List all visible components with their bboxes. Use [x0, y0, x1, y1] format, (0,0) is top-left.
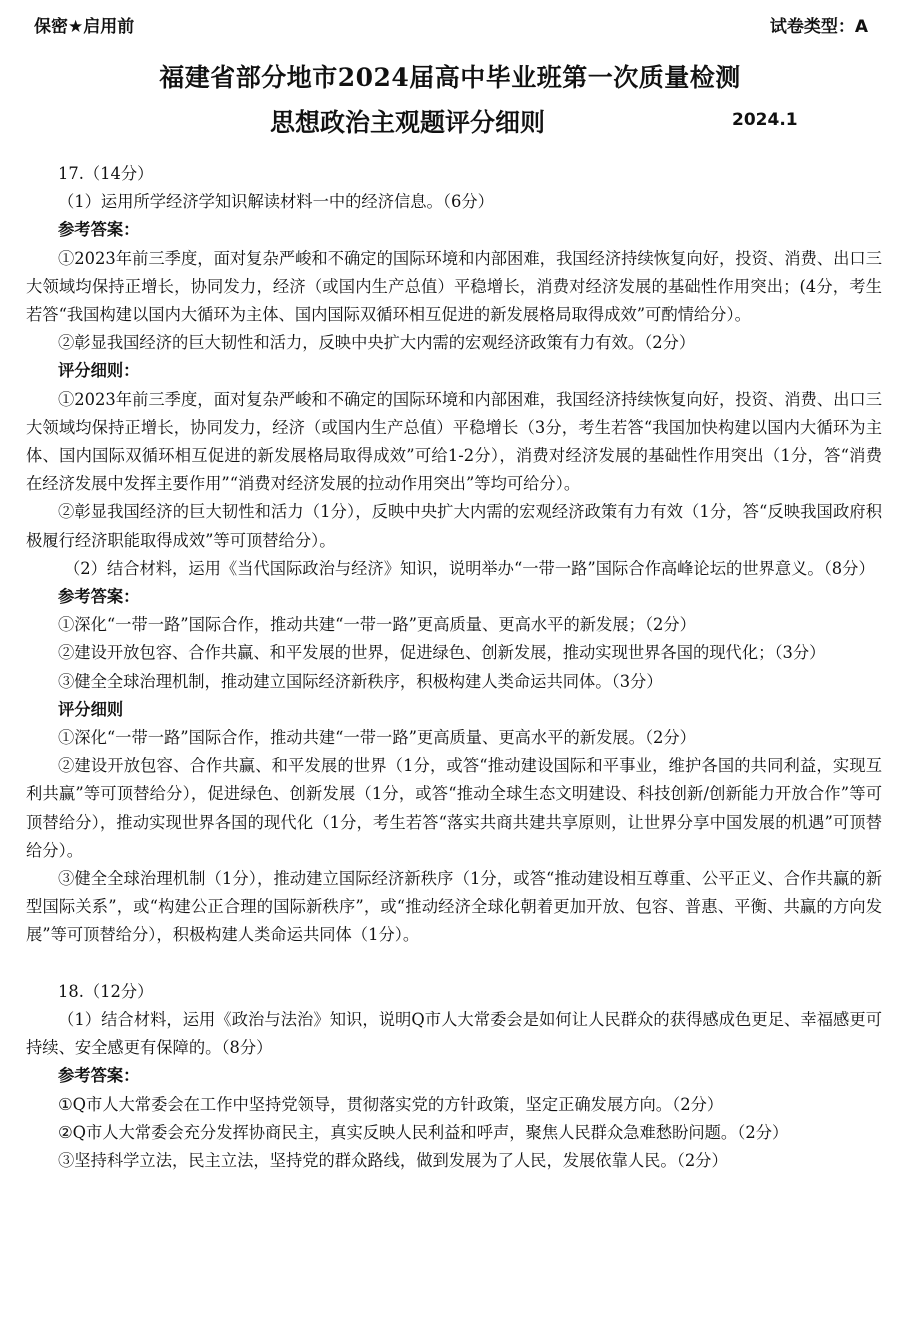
q17-part2-rule-1: ①深化“一带一路”国际合作，推动共建“一带一路”更高质量、更高水平的新发展。（2分）	[58, 728, 696, 748]
document-title: 福建省部分地市2024届高中毕业班第一次质量检测	[159, 63, 741, 92]
q18-ref-label: 参考答案：	[58, 1066, 140, 1086]
q17-part2-rule-label: 评分细则	[58, 699, 124, 719]
q17-part1-rule-label: 评分细则：	[58, 361, 140, 381]
q17-part1-answer-1: ①2023年前三季度，面对复杂严峻和不确定的国际环境和内部困难，我国经济持续恢复向好，投资、消费、出口三大领域均保持正增长，协同发力，经济（或国内生产总值）平稳增长，消费对经济发展的基础性作用突出；(4分，考生若答“我国构建以国内大循环为主体、国内国际双循环相互促进的新发展格局取得成效”可酌情给分）。	[26, 248, 882, 325]
confidential-label: 保密★启用前	[34, 17, 135, 37]
document-date: 2024.1	[732, 110, 798, 130]
q17-part2-ref-label: 参考答案：	[58, 587, 140, 607]
paper-type-label: 试卷类型：A	[769, 17, 868, 37]
q18-answer-3: ③坚持科学立法，民主立法，坚持党的群众路线，做到发展为了人民，发展依靠人民。（2分）	[58, 1150, 728, 1170]
document-subtitle: 思想政治主观题评分细则	[270, 108, 546, 137]
section-gap	[26, 950, 882, 978]
document-body	[26, 160, 882, 1175]
q17-part1-ref-label: 参考答案：	[58, 220, 140, 240]
q17-part1-question: （1）运用所学经济学知识解读材料一中的经济信息。（6分）	[58, 192, 494, 212]
q17-part2-question: （2）结合材料，运用《当代国际政治与经济》知识，说明举办“一带一路”国际合作高峰论坛的世界意义。（8分）	[64, 558, 875, 578]
q17-part1-rule-1: ①2023年前三季度，面对复杂严峻和不确定的国际环境和内部困难，我国经济持续恢复向好，投资、消费、出口三大领域均保持正增长，协同发力，经济（或国内生产总值）平稳增长（3分，考生若答“我国加快构建以国内大循环为主体、国内国际双循环相互促进的新发展格局取得成效”可给1-2分），消费对经济发展的基础性作用突出（1分，答“消费在经济发展中发挥主要作用”“消费对经济发展的拉动作用突出”等均可给分）。	[26, 389, 882, 494]
q18-heading: 18.（12分）	[58, 981, 154, 1001]
q17-part2-rule-2: ②建设开放包容、合作共赢、和平发展的世界（1分，或答“推动建设国际和平事业，维护各国的共同利益，实现互利共赢”等可顶替给分），促进绿色、创新发展（1分，或答“推动全球生态文明建设、科技创新/创新能力开放合作”等可顶替给分），推动实现世界各国的现代化（1分，考生若答“落实共商共建共享原则，让世界分享中国发展的机遇”可顶替给分）。	[26, 756, 882, 860]
q17-part1-answer-2: ②彰显我国经济的巨大韧性和活力，反映中央扩大内需的宏观经济政策有力有效。（2分）	[58, 333, 696, 353]
q17-part2-answer-2: ②建设开放包容、合作共赢、和平发展的世界，促进绿色、创新发展，推动实现世界各国的现代化；（3分）	[58, 643, 826, 663]
q17-part2-answer-3: ③健全全球治理机制，推动建立国际经济新秩序，积极构建人类命运共同体。（3分）	[58, 671, 663, 691]
q17-part1-rule-2: ②彰显我国经济的巨大韧性和活力（1分），反映中央扩大内需的宏观经济政策有力有效（1分，答“反映我国政府积极履行经济职能取得成效”等可顶替给分）。	[26, 502, 882, 550]
q18-part1-question: （1）结合材料，运用《政治与法治》知识，说明Q市人大常委会是如何让人民群众的获得感成色更足、幸福感更可持续、安全感更有保障的。（8分）	[26, 1009, 882, 1058]
q17-part2-answer-1: ①深化“一带一路”国际合作，推动共建“一带一路”更高质量、更高水平的新发展；（2分）	[58, 615, 696, 635]
q18-answer-1: ①Q市人大常委会在工作中坚持党领导，贯彻落实党的方针政策，坚定正确发展方向。（2分）	[58, 1094, 724, 1114]
q17-part2-rule-3: ③健全全球治理机制（1分），推动建立国际经济新秩序（1分，或答“推动建设相互尊重、公平正义、合作共赢的新型国际关系”，或“构建公正合理的国际新秩序”，或“推动经济全球化朝着更加开放、包容、普惠、平衡、共赢的方向发展”等可顶替给分），积极构建人类命运共同体（1分）。	[26, 869, 882, 945]
q17-heading: 17.（14分）	[58, 164, 154, 183]
q18-answer-2: ②Q市人大常委会充分发挥协商民主，真实反映人民利益和呼声，聚焦人民群众急难愁盼问题。（2分）	[58, 1122, 789, 1142]
